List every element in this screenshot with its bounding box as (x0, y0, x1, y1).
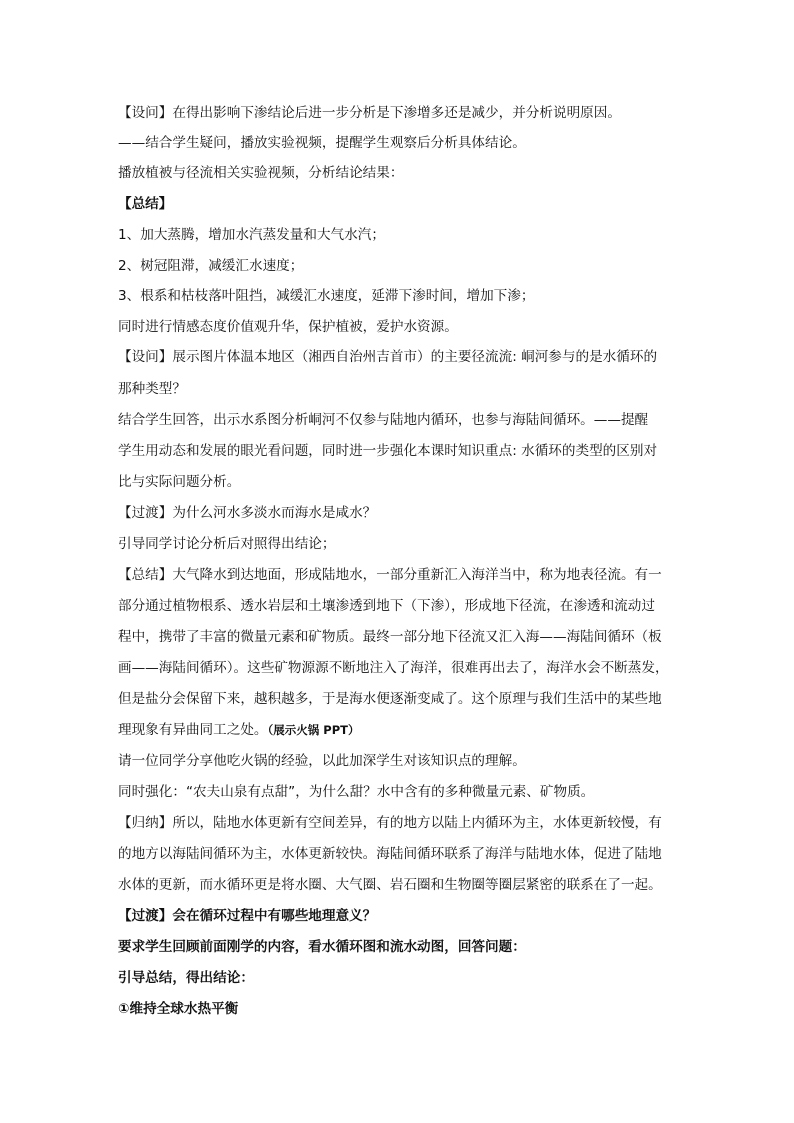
summary-2-line-1: 【总结】大气降水到达地面，形成陆地水，一部分重新汇入海洋当中，称为地表径流。有一 (118, 567, 662, 583)
video-instruction-line: ——结合学生疑问，播放实验视频，提醒学生观察后分析具体结论。 (118, 135, 526, 151)
hotpot-share-line: 请一位同学分享他吃火锅的经验，以此加深学生对该知识点的理解。 (118, 753, 526, 769)
guide-summary-line: 引导总结，得出结论： (118, 970, 254, 986)
point-1-line: ①维持全球水热平衡 (118, 1001, 239, 1017)
answer-paragraph-line-3: 比与实际问题分析。 (118, 474, 241, 490)
conclusion-line-2: 的地方以海陆间循环为主，水体更新较快。海陆间循环联系了海洋与陆地水体，促进了陆地 (118, 846, 662, 862)
transition-2-line: 【过渡】会在循环过程中有哪些地理意义？ (118, 908, 377, 924)
summary-2-line-6-text: 理现象有异曲同工之处。 (118, 722, 268, 738)
review-request-line: 要求学生回顾前面刚学的内容，看水循环图和流水动图，回答问题： (118, 939, 526, 955)
conclusion-line-1: 【归纳】所以，陆地水体更新有空间差异，有的地方以陆上内循环为主，水体更新较慢，有 (118, 815, 662, 831)
summary-2-line-5: 但是盐分会保留下来，越积越多，于是海水便逐渐变咸了。这个原理与我们生活中的某些地 (118, 691, 662, 707)
question-2-line-2: 那种类型？ (118, 381, 186, 397)
ppt-note: （展示火锅 PPT） (267, 723, 360, 737)
discussion-guide-line: 引导同学讨论分析后对照得出结论； (118, 536, 336, 552)
reinforce-line: 同时强化：“农夫山泉有点甜”，为什么甜？水中含有的多种微量元素、矿物质。 (118, 784, 595, 800)
question-2-line-1: 【设问】展示图片体温本地区（湘西自治州吉首市）的主要径流流: 峒河参与的是水循环的 (118, 349, 658, 365)
transition-question-line: 【过渡】为什么河水多淡水而海水是咸水？ (118, 505, 377, 521)
conclusion-line-3: 水体的更新，而水循环更是将水圈、大气圈、岩石圈和生物圈等圈层紧密的联系在了一起。 (118, 877, 662, 893)
summary-2-line-6 (118, 721, 688, 739)
answer-paragraph-line-2: 学生用动态和发展的眼光看问题，同时进一步强化本课时知识重点: 水循环的类型的区别对 (118, 443, 658, 459)
question-paragraph-line-1: 【设问】在得出影响下渗结论后进一步分析是下渗增多还是减少，并分析说明原因。 (118, 105, 621, 121)
value-education-line: 同时进行情感态度价值观升华，保护植被，爱护水资源。 (118, 319, 458, 335)
summary-2-line-4: 画——海陆间循环）。这些矿物源源不断地注入了海洋，很难再出去了，海洋水会不断蒸发， (118, 660, 669, 676)
answer-paragraph-line-1: 结合学生回答，出示水系图分析峒河不仅参与陆地内循环，也参与海陆间循环。——提醒 (118, 412, 649, 428)
summary-item-3: 3、根系和枯枝落叶阻挡，减缓汇水速度，延滞下渗时间，增加下渗； (118, 288, 535, 304)
summary-item-1: 1、加大蒸腾，增加水汽蒸发量和大气水汽； (118, 227, 385, 243)
summary-2-line-2: 部分通过植物根系、透水岩层和土壤渗透到地下（下渗），形成地下径流，在渗透和流动过 (118, 598, 655, 614)
summary-item-2: 2、树冠阻滞，减缓汇水速度； (118, 258, 304, 274)
summary-2-line-3: 程中，携带了丰富的微量元素和矿物质。最终一部分地下径流又汇入海——海陆间循环（板 (118, 629, 662, 645)
summary-heading: 【总结】 (118, 196, 173, 212)
video-analysis-line: 播放植被与径流相关实验视频，分析结论结果： (118, 165, 404, 181)
